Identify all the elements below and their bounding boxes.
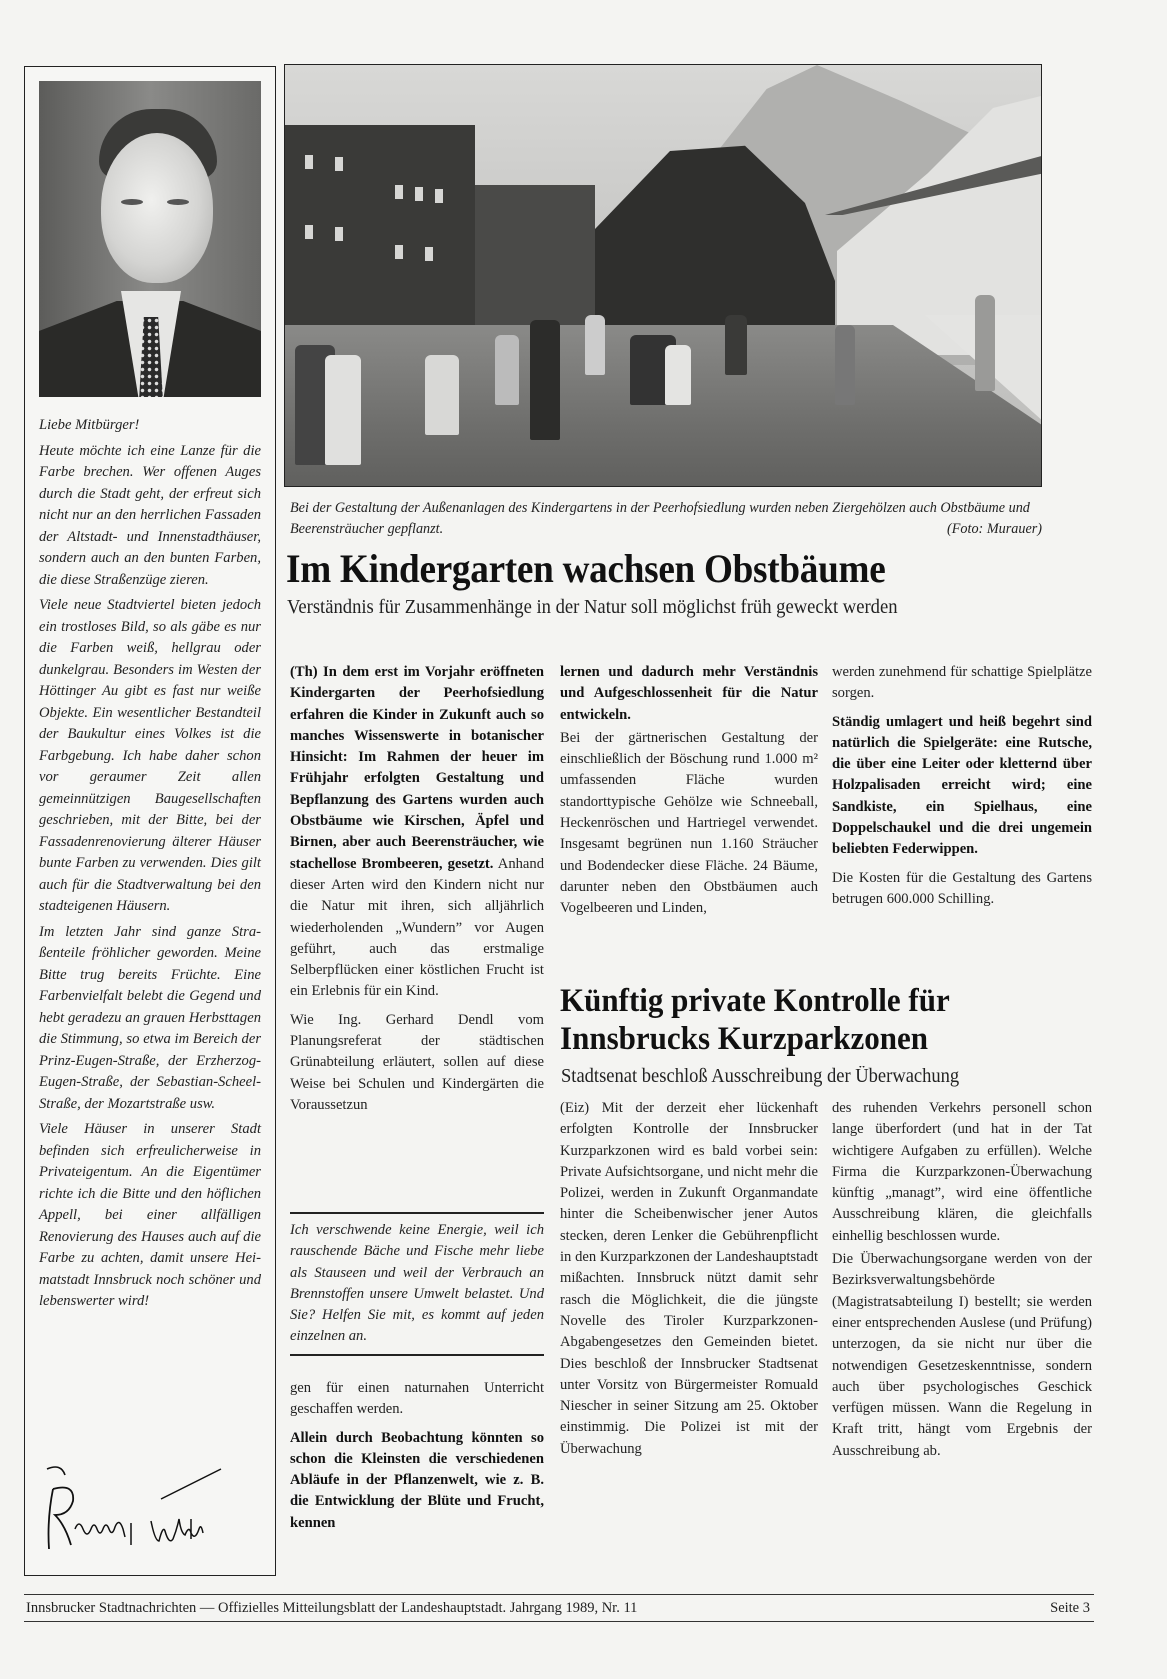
page-footer	[24, 1594, 1094, 1622]
article1-paragraph: werden zunehmend für schattige Spielplätze sorgen.	[832, 664, 1092, 702]
letter-paragraph: Im letzten Jahr sind ganze Straßenteile fröhlicher geworden. Meine Bitte trug bereits Früchte. Eine Farbenvielfalt belebt die Gegend und hebt geradezu an grauen Herbsttagen die Stimmung, so etwa im Bereich der Prinz-Eugen-Straße, der Erzherzog-Eugen-Straße, der Sebastian-Scheel-Straße, der Mozartstraße usw.	[39, 923, 261, 1112]
portrait-photo	[39, 81, 261, 397]
letter-paragraph: Viele neue Stadtviertel bieten jedoch ein trostloses Bild, so als gäbe es nur die Farben weiß, hellgrau oder dunkelgrau. Besonders im Westen der Höttinger Au gibt es fast nur weiße Objekte. Ein wesentlicher Bestandteil der Baukultur eines Volkes ist die Farbgebung. Ich habe daher schon vor geraumer Zeit allen gemeinnützigen Baugesellschaften geschrieben, mit der Bitte, bei der Fassadenrenovierung älterer Häuser bunte Farben zu verwenden. Dies gilt auch für die Stadtverwaltung bei den stadteigenen Häusern.	[39, 597, 261, 914]
article1-bold-paragraph: Allein durch Beobachtung könnten so schon die Kleinsten die verschiedenen Abläufe in der Pflanzenwelt, wie z. B. die Entwicklung der Blüte und Frucht, kennen	[290, 1429, 544, 1531]
photo-caption	[290, 498, 1042, 540]
article2-column-1	[560, 1098, 818, 1467]
article1-column-3	[832, 662, 1092, 917]
photo-credit: (Foto: Murauer)	[947, 521, 1042, 537]
caption-text: Bei der Gestaltung der Außenanlagen des Kindergartens in der Peerhofsiedlung wurden neben Ziergehölzen auch Obstbäume und Beerensträucher gepflanzt.	[290, 500, 1030, 537]
energy-pullquote: Ich verschwende keine Energie, weil ich rauschende Bäche und Fische mehr liebe als Stauseen und weil der Verbrauch an Brennstoffen unsere Umwelt belastet. Und Sie? Helfen Sie mit, es kommt auf jeden einzelnen an.	[290, 1212, 544, 1356]
letter-salutation: Liebe Mitbürger!	[39, 417, 140, 433]
article1-column-1-continued	[290, 1378, 544, 1541]
article1-paragraph: Die Kosten für die Gestaltung des Gartens betrugen 600.000 Schilling.	[832, 869, 1092, 907]
page-number: Seite 3	[1050, 1600, 1090, 1616]
letter-paragraph: Viele Häuser in unserer Stadt befinden sich erfreulicherweise in Privateigentum. An die Eigentümer richte ich die Bitte und den höflichen Appell, bei einer allfälligen Renovierung des Hauses auch auf die Farbe zu achten, damit unsere Heimatstadt Innsbruck noch schöner und lebenswerter wird!	[39, 1121, 261, 1309]
kindergarten-photo	[284, 64, 1042, 487]
article2-headline: Künftig private Kontrolle für Innsbrucks Kurzparkzonen	[560, 983, 950, 1057]
signature-icon	[39, 1459, 239, 1559]
article1-column-2	[560, 662, 818, 927]
lead-rest: Anhand dieser Arten wird den Kindern nicht nur die Natur mit ihren, sich alljährlich wiederholenden „Wundern” vor Augen geführt, auch das erstmalige Selberpflücken einer köstlichen Frucht ist ein Erlebnis für ein Kind.	[290, 855, 544, 1000]
publication-info: Innsbrucker Stadtnachrichten — Offizielles Mitteilungsblatt der Landeshauptstadt. Jahrgang 1989, Nr. 11	[26, 1600, 638, 1616]
editorial-box	[24, 66, 276, 1576]
editorial-letter	[39, 415, 261, 1317]
article2-paragraph: (Eiz) Mit der derzeit eher lückenhaft erfolgten Kontrolle der Innsbrucker Kurzparkzonen wird es bald vorbei sein: Private Aufsichtsorgane, und nicht mehr die Polizei, werden in Zukunft Organmandate hinter die Scheibenwischer jener Autos stecken, deren Lenker die Gebührenpflicht in den Kurzparkzonen der Landeshauptstadt mißachten. Innsbruck nützt damit sehr rasch die Möglichkeit, die die jüngste Novelle des Tiroler Kurzparkzonen-Abgabengesetzes den Gemeinden bietet. Dies beschloß der Innsbrucker Stadtsenat unter Vorsitz von Bürgermeister Romuald Niescher in seiner Sitzung am 25. Oktober einstimmig. Die Polizei ist mit der Überwachung	[560, 1100, 818, 1457]
article1-bold-paragraph: lernen und dadurch mehr Verständnis und Aufgeschlossenheit für die Natur entwickeln.	[560, 664, 818, 723]
article1-bold-paragraph: Ständig umlagert und heiß begehrt sind natürlich die Spielgeräte: eine Rutsche, die über eine Leiter oder kletternd über Holzpalisaden erreicht wird; eine Sandkiste, ein Spielhaus, eine Doppelschaukel und die drei ungemein beliebten Federwippen.	[832, 713, 1092, 858]
article2-column-2	[832, 1098, 1092, 1469]
article1-paragraph: gen für einen naturnahen Unterricht geschaffen werden.	[290, 1380, 544, 1418]
article2-paragraph: Die Überwachungsorgane werden von der Bezirksverwaltungsbehörde (Magistratsabteilung I) bestellt; sie werden einer entsprechenden Auslese (und Prüfung) unterzogen, da sie nicht nur über die notwendigen Gesetzeskenntnisse, sondern auch über psychologisches Geschick verfügen müssen. Wann die Regelung in Kraft tritt, hängt vom Ergebnis der Ausschreibung ab.	[832, 1251, 1092, 1459]
article1-paragraph: Wie Ing. Gerhard Dendl vom Planungsreferat der städtischen Grünabteilung erläutert, sollen auf diese Weise bei Schulen und Kindergärten die Voraussetzun	[290, 1011, 544, 1113]
lead-bold: (Th) In dem erst im Vorjahr eröffneten Kindergarten der Peerhofsiedlung erfahren die Kinder in Zukunft auch so manches Wissenswerte in botanischer Hinsicht: Im Rahmen der heuer im Frühjahr erfolgten Gestaltung und Bepflanzung des Gartens wurden auch Obstbäume wie Kirschen, Äpfel und Birnen, aber auch Beerensträucher, wie stachellose Brombeeren, gesetzt.	[290, 664, 544, 872]
article2-subheadline: Stadtsenat beschloß Ausschreibung der Überwachung	[561, 1066, 960, 1087]
article1-column-1	[290, 662, 544, 1123]
article1-headline: Im Kindergarten wachsen Obstbäume	[286, 546, 886, 591]
article1-paragraph: Bei der gärtnerischen Gestaltung der einschließlich der Böschung rund 1.000 m² umfassenden Fläche wurden standorttypische Gehölze wie Schneeball, Heckenröschen und Hartriegel verwendet. Insgesamt begrünen nun 1.160 Sträucher und Bodendecker diese Fläche. 24 Bäume, darunter neben den Obstbäumen auch Vogelbeeren und Linden,	[560, 729, 818, 917]
article2-paragraph: des ruhenden Verkehrs personell schon lange überfordert (und hat in der Tat wichtigere Aufgaben zu erfüllen). Welche Firma die Kurzparkzonen-Überwachung künftig „managt”, wird eine öffentliche Ausschreibung klären, die gleichfalls einhellig beschlossen wurde.	[832, 1100, 1092, 1244]
article1-lead	[290, 662, 544, 1003]
letter-paragraph: Heute möchte ich eine Lanze für die Farbe brechen. Wer offenen Auges durch die Stadt geht, der erfreut sich nicht nur an den herrlichen Fassaden der Altstadt- und Innenstadthäuser, sondern auch an den bunten Farben, die diese Straßenzüge zieren.	[39, 442, 261, 588]
article1-subheadline: Verständnis für Zusammenhänge in der Natur soll möglichst früh geweckt werden	[287, 596, 898, 618]
